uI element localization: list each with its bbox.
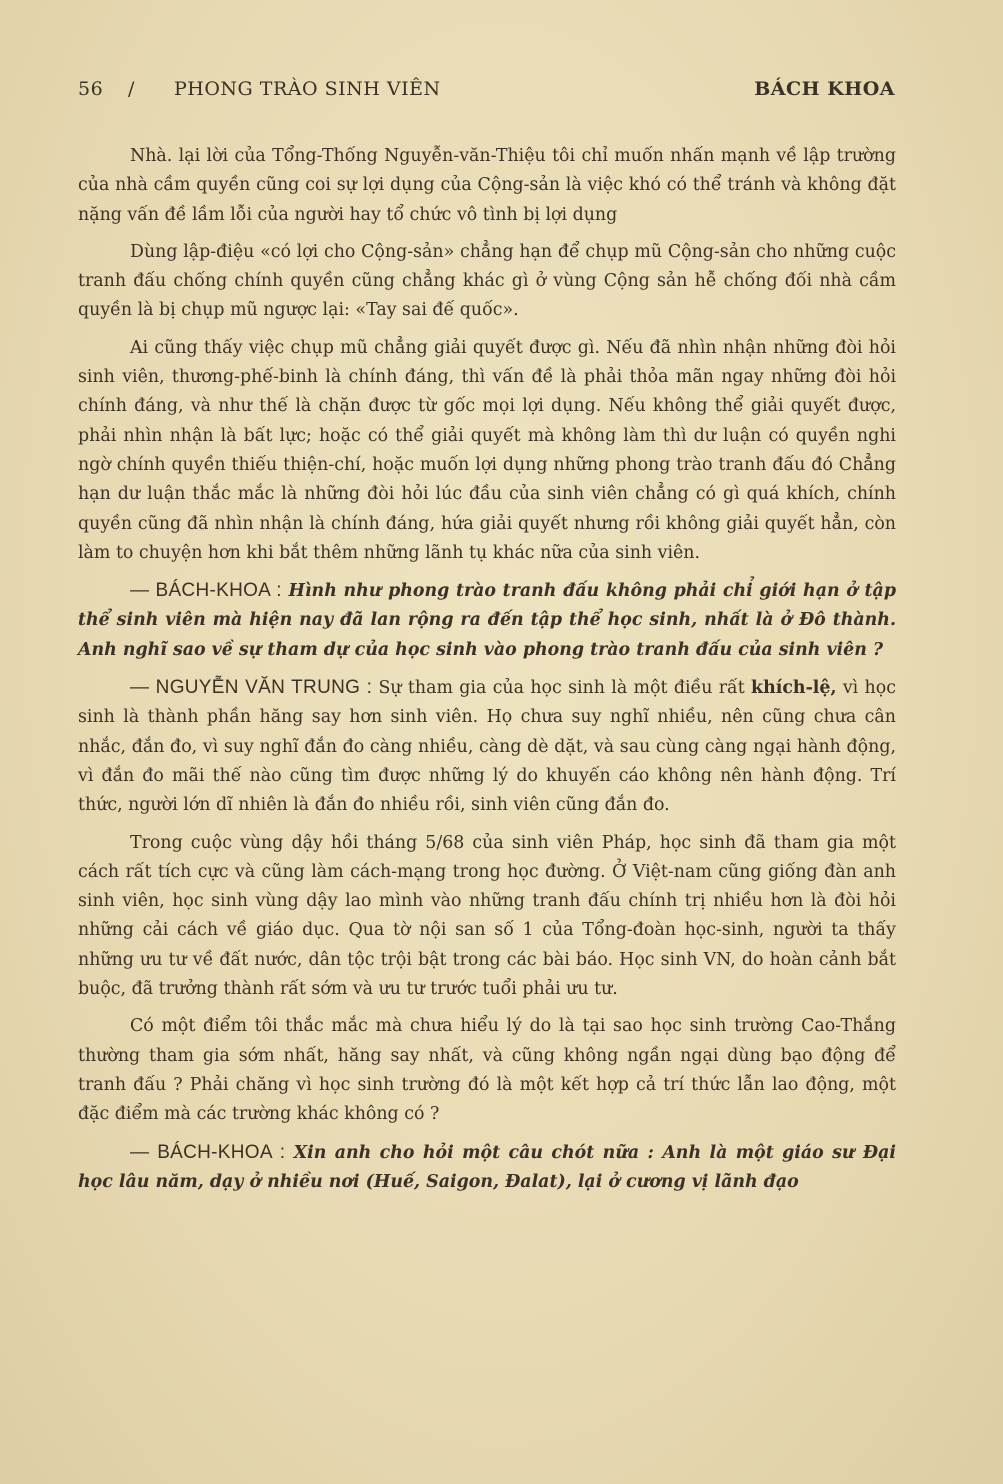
answer-emphasis: khích-lệ, [751,678,837,699]
paragraph: Có một điểm tôi thắc mắc mà chưa hiểu lý do là tại sao học sinh trường Cao-Thắng thường tham gia sớm nhất, hăng say nhất, và cũng không ngần ngại dùng bạo động để tranh đấu ? Phải chăng vì học sinh trường đó là một kết hợp cả trí thức lẫn lao động, một đặc điểm mà các trường khác không có ? [78,1016,896,1125]
page-header [78,78,895,108]
speaker-label: — NGUYỄN VĂN TRUNG : [130,677,373,699]
answer-text: vì học sinh là thành phần hăng say hơn sinh viên. Họ chưa suy nghĩ nhiều, nên cũng chưa cân nhắc, đắn đo, vì suy nghĩ đắn đo càng nhiều, càng dè dặt, và sau cùng càng ngại hành động, vì đắn đo mãi thế nào cũng tìm được những lý do khuyến cáo không nên hành động. Trí thức, người lớn dĩ nhiên là đắn đo nhiều rồi, sinh viên cũng đắn đo. [78,678,896,816]
journal-name: BÁCH KHOA [754,78,895,100]
running-title: PHONG TRÀO SINH VIÊN [174,78,441,100]
article-body [78,142,896,1205]
interview-question [78,576,896,665]
answer-lead: Sự tham gia của học sinh là một điều rất [372,678,752,699]
header-separator: / [128,78,135,100]
interview-answer [78,673,896,820]
speaker-label: — BÁCH-KHOA : [130,580,282,602]
interview-question [78,1138,896,1198]
question-text: Xin anh cho hỏi một câu chót nữa : Anh là một giáo sư Đại học lâu năm, dạy ở nhiều nơi (Huế, Saigon, Đalat), lại ở cương vị lãnh đạo [78,1142,896,1192]
paragraph: Nhà. lại lời của Tổng-Thống Nguyễn-văn-Thiệu tôi chỉ muốn nhấn mạnh về lập trường của nhà cầm quyền cũng coi sự lợi dụng của Cộng-sản là việc khó có thể tránh và không đặt nặng vấn đề lầm lỗi của người hay tổ chức vô tình bị lợi dụng [78,146,896,225]
paragraph: Dùng lập-điệu «có lợi cho Cộng-sản» chẳng hạn để chụp mũ Cộng-sản cho những cuộc tranh đấu chống chính quyền cũng chẳng khác gì ở vùng Cộng sản hễ chống đối nhà cầm quyền là bị chụp mũ ngược lại: «Tay sai đế quốc». [78,241,896,321]
paragraph: Ai cũng thấy việc chụp mũ chẳng giải quyết được gì. Nếu đã nhìn nhận những đòi hỏi sinh viên, thương-phế-binh là chính đáng, thì vấn đề là phải thỏa mãn ngay những đòi hỏi chính đáng, và như thế là chặn được từ gốc mọi lợi dụng. Nếu không thể giải quyết được, phải nhìn nhận là bất lực; hoặc có thể giải quyết mà không làm thì dư luận có quyền nghi ngờ chính quyền thiếu thiện-chí, hoặc muốn lợi dụng những phong trào tranh đấu đó Chẳng hạn dư luận thắc mắc là những đòi hỏi lúc đầu của sinh viên chẳng có gì quá khích, chính quyền cũng đã nhìn nhận là chính đáng, hứa giải quyết nhưng rồi không giải quyết hẳn, còn làm to chuyện hơn khi bắt thêm những lãnh tụ khác nữa của sinh viên. [78,337,896,563]
speaker-label: — BÁCH-KHOA : [130,1141,286,1163]
question-text: Hình như phong trào tranh đấu không phải chỉ giới hạn ở tập thể sinh viên mà hiện nay đã lan rộng ra đến tập thể học sinh, nhất là ở Đô thành. Anh nghĩ sao về sự tham dự của học sinh vào phong trào tranh đấu của sinh viên ? [78,581,896,660]
paragraph: Trong cuộc vùng dậy hồi tháng 5/68 của sinh viên Pháp, học sinh đã tham gia một cách rất tích cực và cũng làm cách-mạng trong học đường. Ở Việt-nam cũng giống đàn anh sinh viên, học sinh vùng dậy lao mình vào những tranh đấu chính trị nhiều hơn là đòi hỏi những cải cách về giáo dục. Qua tờ nội san số 1 của Tổng-đoàn học-sinh, người ta thấy những ưu tư về đất nước, dân tộc trội bật trong các bài báo. Học sinh VN, do hoàn cảnh bắt buộc, đã trưởng thành rất sớm và ưu tư trước tuổi phải ưu tư. [78,832,896,1000]
page-number: 56 [78,78,104,100]
